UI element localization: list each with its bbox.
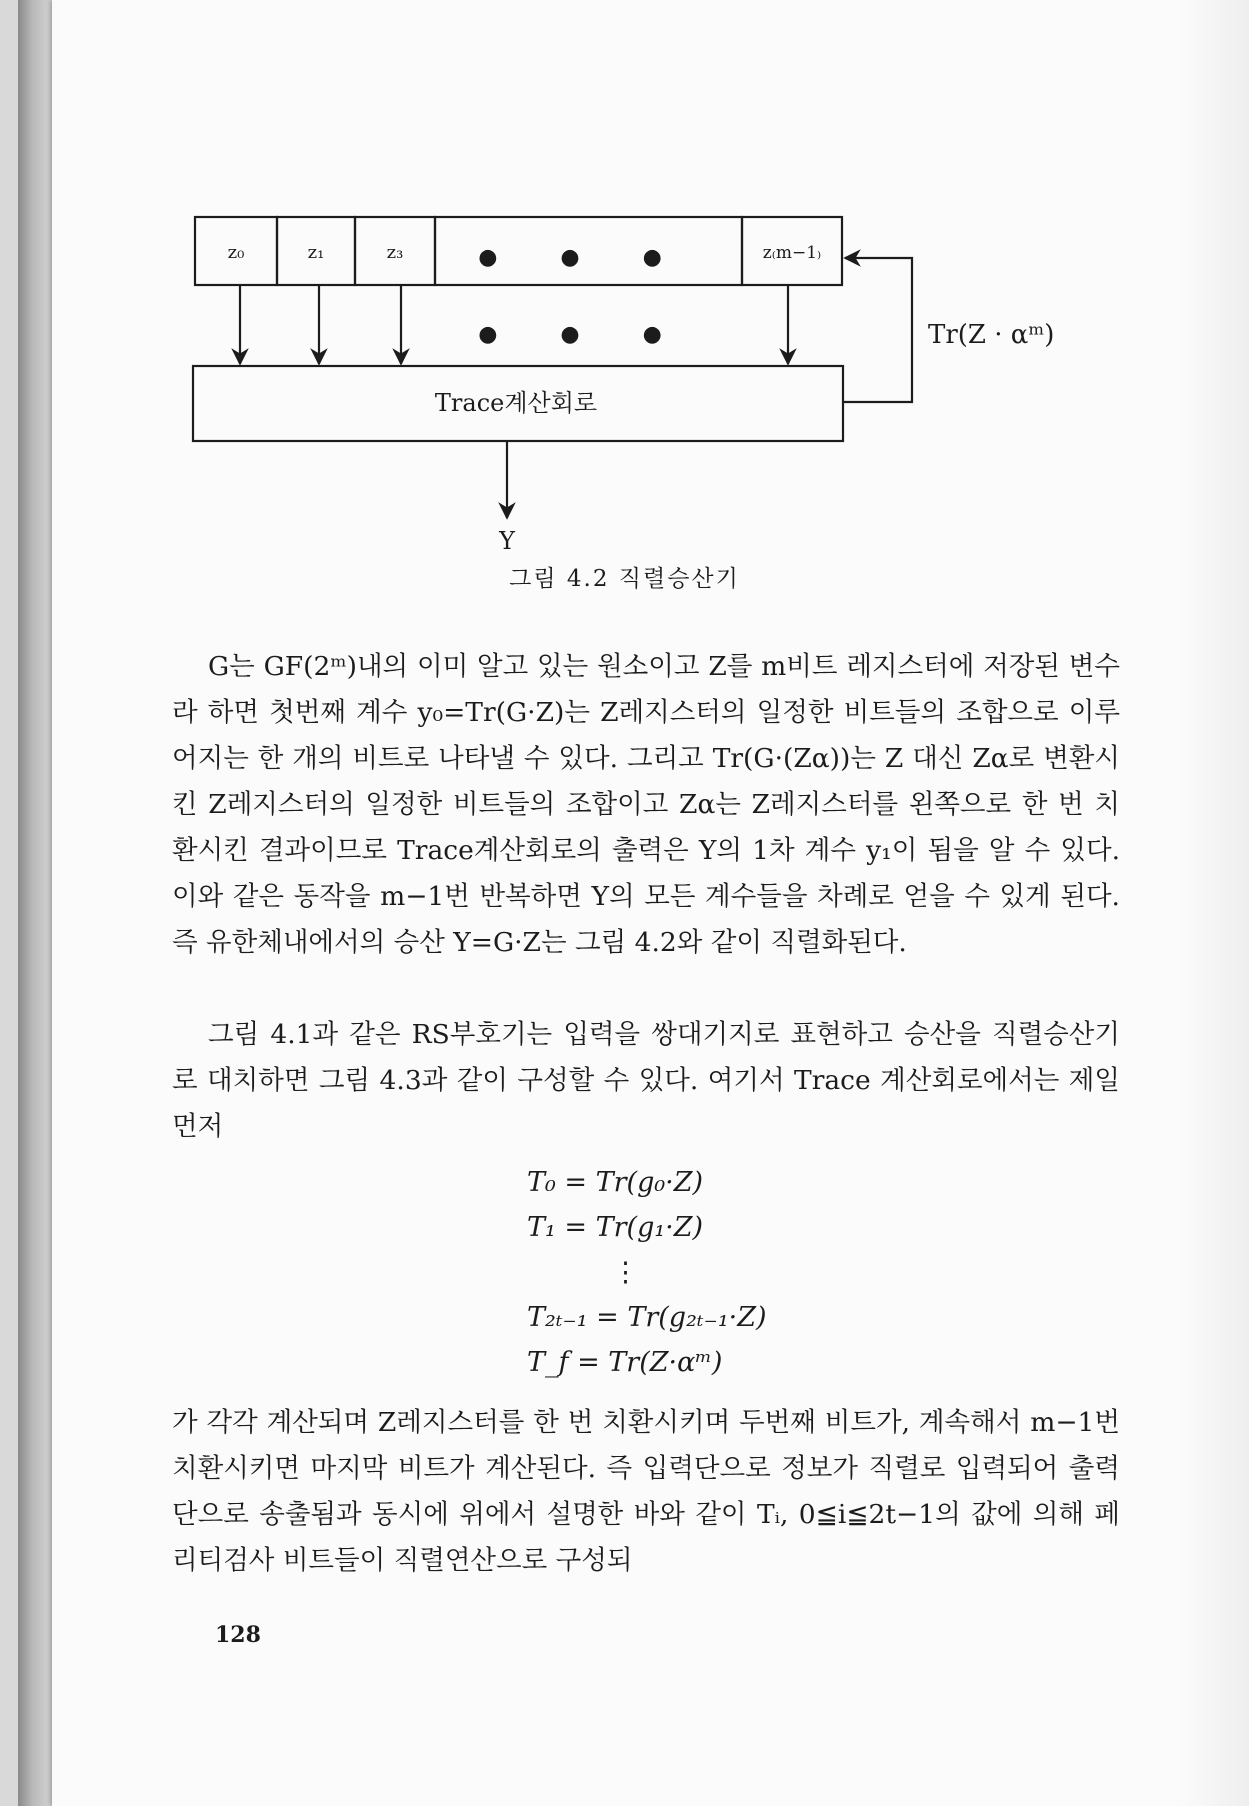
- equation-t1: T₁ = Tr(g₁·Z): [527, 1212, 704, 1243]
- middle-dots: ● ● ●: [478, 322, 690, 347]
- figure-caption: 그림 4.2 직렬승산기: [509, 566, 740, 592]
- equation-vdots: ⋮: [612, 1257, 639, 1288]
- serial-multiplier-diagram: [0, 0, 1249, 560]
- trace-circuit-label: Trace계산회로: [434, 389, 598, 417]
- trace-equations: [527, 1160, 947, 1385]
- output-label-y: Y: [499, 527, 515, 555]
- paragraph-1: G는 GF(2ᵐ)내의 이미 알고 있는 원소이고 Z를 m비트 레지스터에 저장된 변수라 하면 첫번째 계수 y₀=Tr(G·Z)는 Z레지스터의 일정한 비트들의 조합으로 이루어지는 한 개의 비트로 나타낼 수 있다. 그리고 Tr(G·(Zα))는 Z 대신 Zα로 변환시킨 Z레지스터의 일정한 비트들의 조합이고 Zα는 Z레지스터를 왼쪽으로 한 번 치환시킨 결과이므로 Trace계산회로의 출력은 Y의 1차 계수 y₁이 됨을 알 수 있다. 이와 같은 동작을 m−1번 반복하면 Y의 모든 계수들을 차례로 얻을 수 있게 된다. 즉 유한체내에서의 승산 Y=G·Z는 그림 4.2와 같이 직렬화된다.: [172, 651, 1120, 958]
- register-label-z0: z₀: [227, 242, 245, 263]
- equation-tf: T_f = Tr(Z·αᵐ): [527, 1347, 723, 1378]
- feedback-line: [843, 258, 912, 402]
- paragraph-3: 가 각각 계산되며 Z레지스터를 한 번 치환시키며 두번째 비트가, 계속해서 m−1번 치환시키면 마지막 비트가 계산된다. 즉 입력단으로 정보가 직렬로 입력되어 출력단으로 송출됨과 동시에 위에서 설명한 바와 같이 Tᵢ, 0≦i≦2t−1의 값에 의해 페리티검사 비트들이 직렬연산으로 구성되: [172, 1407, 1120, 1576]
- equation-t0: T₀ = Tr(g₀·Z): [527, 1167, 704, 1198]
- register-label-zm-1: z₍m−1₎: [762, 243, 822, 263]
- feedback-label: Tr(Z · αᵐ): [928, 320, 1055, 350]
- equation-t2t-1: T₂ₜ₋₁ = Tr(g₂ₜ₋₁·Z): [527, 1302, 767, 1333]
- paragraph-2: 그림 4.1과 같은 RS부호기는 입력을 쌍대기지로 표현하고 승산을 직렬승산기로 대치하면 그림 4.3과 같이 구성할 수 있다. 여기서 Trace 계산회로에서는 제일 먼저: [172, 1019, 1120, 1142]
- register-label-z3: z₃: [386, 242, 404, 263]
- page-number: 128: [215, 1622, 261, 1648]
- register-label-z1: z₁: [307, 242, 325, 263]
- register-dots: ● ● ●: [478, 245, 690, 270]
